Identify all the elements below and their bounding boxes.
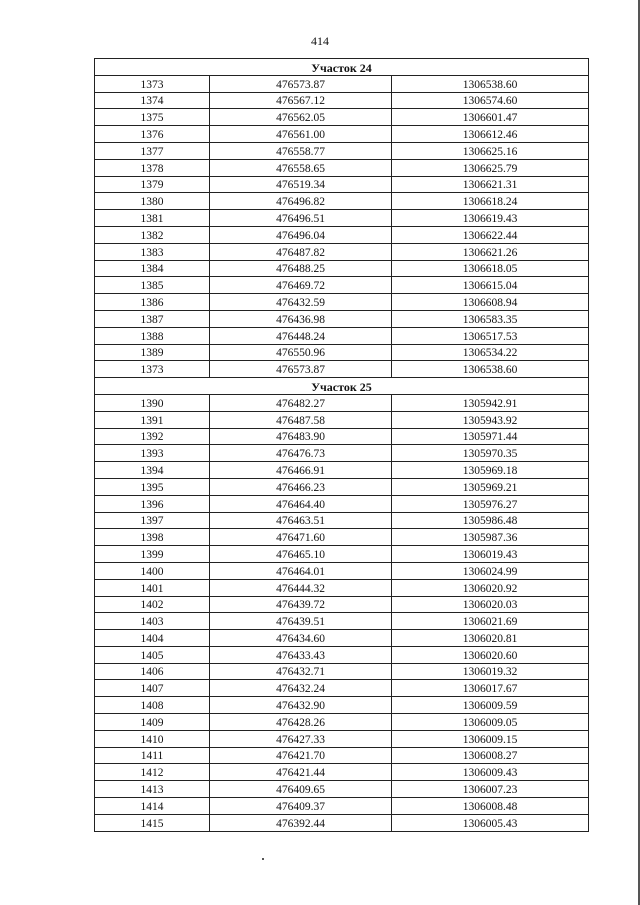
x-coordinate-cell: 476444.32 [210, 579, 392, 596]
point-number-cell: 1410 [95, 730, 210, 747]
coordinates-table-body [95, 59, 589, 832]
y-coordinate-cell: 1306621.26 [392, 243, 589, 260]
y-coordinate-cell: 1306621.31 [392, 176, 589, 193]
y-coordinate-cell: 1306009.05 [392, 714, 589, 731]
point-number-cell: 1377 [95, 142, 210, 159]
table-row [95, 798, 589, 815]
point-number-cell: 1380 [95, 193, 210, 210]
y-coordinate-cell: 1306601.47 [392, 109, 589, 126]
point-number-cell: 1383 [95, 243, 210, 260]
table-row [95, 680, 589, 697]
point-number-cell: 1379 [95, 176, 210, 193]
point-number-cell: 1393 [95, 445, 210, 462]
x-coordinate-cell: 476432.90 [210, 697, 392, 714]
y-coordinate-cell: 1306618.05 [392, 260, 589, 277]
table-row [95, 747, 589, 764]
y-coordinate-cell: 1305969.18 [392, 462, 589, 479]
table-row [95, 764, 589, 781]
x-coordinate-cell: 476482.27 [210, 394, 392, 411]
y-coordinate-cell: 1306625.16 [392, 142, 589, 159]
table-row [95, 512, 589, 529]
x-coordinate-cell: 476439.51 [210, 613, 392, 630]
x-coordinate-cell: 476567.12 [210, 92, 392, 109]
x-coordinate-cell: 476464.40 [210, 495, 392, 512]
x-coordinate-cell: 476519.34 [210, 176, 392, 193]
point-number-cell: 1389 [95, 344, 210, 361]
point-number-cell: 1414 [95, 798, 210, 815]
table-row [95, 495, 589, 512]
y-coordinate-cell: 1305976.27 [392, 495, 589, 512]
y-coordinate-cell: 1306020.92 [392, 579, 589, 596]
y-coordinate-cell: 1306619.43 [392, 210, 589, 227]
point-number-cell: 1378 [95, 159, 210, 176]
point-number-cell: 1387 [95, 310, 210, 327]
y-coordinate-cell: 1306020.60 [392, 646, 589, 663]
y-coordinate-cell: 1306534.22 [392, 344, 589, 361]
y-coordinate-cell: 1305986.48 [392, 512, 589, 529]
table-row [95, 361, 589, 378]
point-number-cell: 1385 [95, 277, 210, 294]
x-coordinate-cell: 476558.77 [210, 142, 392, 159]
point-number-cell: 1408 [95, 697, 210, 714]
y-coordinate-cell: 1306538.60 [392, 361, 589, 378]
point-number-cell: 1394 [95, 462, 210, 479]
y-coordinate-cell: 1306009.43 [392, 764, 589, 781]
section-title: Участок 25 [95, 378, 589, 395]
table-row [95, 109, 589, 126]
point-number-cell: 1376 [95, 126, 210, 143]
scan-speck [262, 858, 264, 860]
point-number-cell: 1403 [95, 613, 210, 630]
section-header-row [95, 378, 589, 395]
point-number-cell: 1399 [95, 546, 210, 563]
x-coordinate-cell: 476463.51 [210, 512, 392, 529]
x-coordinate-cell: 476421.44 [210, 764, 392, 781]
point-number-cell: 1396 [95, 495, 210, 512]
x-coordinate-cell: 476465.10 [210, 546, 392, 563]
table-row [95, 394, 589, 411]
table-row [95, 546, 589, 563]
x-coordinate-cell: 476562.05 [210, 109, 392, 126]
x-coordinate-cell: 476466.23 [210, 478, 392, 495]
y-coordinate-cell: 1305969.21 [392, 478, 589, 495]
table-row [95, 344, 589, 361]
x-coordinate-cell: 476392.44 [210, 814, 392, 831]
y-coordinate-cell: 1306024.99 [392, 562, 589, 579]
y-coordinate-cell: 1306008.27 [392, 747, 589, 764]
table-row [95, 613, 589, 630]
y-coordinate-cell: 1306005.43 [392, 814, 589, 831]
y-coordinate-cell: 1306021.69 [392, 613, 589, 630]
table-row [95, 428, 589, 445]
table-row [95, 92, 589, 109]
coordinates-table [94, 58, 589, 832]
point-number-cell: 1384 [95, 260, 210, 277]
table-row [95, 327, 589, 344]
table-row [95, 75, 589, 92]
point-number-cell: 1373 [95, 75, 210, 92]
point-number-cell: 1382 [95, 226, 210, 243]
table-row [95, 445, 589, 462]
point-number-cell: 1415 [95, 814, 210, 831]
table-row [95, 142, 589, 159]
y-coordinate-cell: 1305943.92 [392, 411, 589, 428]
x-coordinate-cell: 476436.98 [210, 310, 392, 327]
y-coordinate-cell: 1306008.48 [392, 798, 589, 815]
y-coordinate-cell: 1306574.60 [392, 92, 589, 109]
table-row [95, 226, 589, 243]
x-coordinate-cell: 476487.82 [210, 243, 392, 260]
point-number-cell: 1401 [95, 579, 210, 596]
point-number-cell: 1386 [95, 294, 210, 311]
y-coordinate-cell: 1306009.59 [392, 697, 589, 714]
table-row [95, 630, 589, 647]
point-number-cell: 1413 [95, 781, 210, 798]
x-coordinate-cell: 476432.59 [210, 294, 392, 311]
x-coordinate-cell: 476496.51 [210, 210, 392, 227]
point-number-cell: 1392 [95, 428, 210, 445]
point-number-cell: 1404 [95, 630, 210, 647]
y-coordinate-cell: 1305971.44 [392, 428, 589, 445]
point-number-cell: 1391 [95, 411, 210, 428]
table-row [95, 126, 589, 143]
point-number-cell: 1373 [95, 361, 210, 378]
x-coordinate-cell: 476409.37 [210, 798, 392, 815]
table-row [95, 193, 589, 210]
x-coordinate-cell: 476483.90 [210, 428, 392, 445]
table-row [95, 663, 589, 680]
table-row [95, 562, 589, 579]
y-coordinate-cell: 1305942.91 [392, 394, 589, 411]
page-number: 414 [311, 34, 329, 48]
x-coordinate-cell: 476573.87 [210, 75, 392, 92]
table-row [95, 714, 589, 731]
point-number-cell: 1397 [95, 512, 210, 529]
x-coordinate-cell: 476464.01 [210, 562, 392, 579]
x-coordinate-cell: 476434.60 [210, 630, 392, 647]
point-number-cell: 1409 [95, 714, 210, 731]
y-coordinate-cell: 1306608.94 [392, 294, 589, 311]
x-coordinate-cell: 476487.58 [210, 411, 392, 428]
y-coordinate-cell: 1306625.79 [392, 159, 589, 176]
table-row [95, 294, 589, 311]
x-coordinate-cell: 476433.43 [210, 646, 392, 663]
x-coordinate-cell: 476432.71 [210, 663, 392, 680]
point-number-cell: 1412 [95, 764, 210, 781]
point-number-cell: 1407 [95, 680, 210, 697]
y-coordinate-cell: 1306007.23 [392, 781, 589, 798]
table-row [95, 478, 589, 495]
y-coordinate-cell: 1306019.43 [392, 546, 589, 563]
point-number-cell: 1402 [95, 596, 210, 613]
x-coordinate-cell: 476561.00 [210, 126, 392, 143]
table-row [95, 210, 589, 227]
point-number-cell: 1400 [95, 562, 210, 579]
y-coordinate-cell: 1306583.35 [392, 310, 589, 327]
table-row [95, 529, 589, 546]
point-number-cell: 1395 [95, 478, 210, 495]
y-coordinate-cell: 1306009.15 [392, 730, 589, 747]
point-number-cell: 1398 [95, 529, 210, 546]
x-coordinate-cell: 476496.04 [210, 226, 392, 243]
table-row [95, 730, 589, 747]
y-coordinate-cell: 1306020.03 [392, 596, 589, 613]
table-row [95, 277, 589, 294]
y-coordinate-cell: 1306615.04 [392, 277, 589, 294]
point-number-cell: 1405 [95, 646, 210, 663]
point-number-cell: 1388 [95, 327, 210, 344]
x-coordinate-cell: 476488.25 [210, 260, 392, 277]
x-coordinate-cell: 476409.65 [210, 781, 392, 798]
table-row [95, 596, 589, 613]
point-number-cell: 1411 [95, 747, 210, 764]
x-coordinate-cell: 476428.26 [210, 714, 392, 731]
point-number-cell: 1374 [95, 92, 210, 109]
y-coordinate-cell: 1305970.35 [392, 445, 589, 462]
y-coordinate-cell: 1306020.81 [392, 630, 589, 647]
table-row [95, 310, 589, 327]
x-coordinate-cell: 476558.65 [210, 159, 392, 176]
x-coordinate-cell: 476469.72 [210, 277, 392, 294]
y-coordinate-cell: 1306612.46 [392, 126, 589, 143]
y-coordinate-cell: 1306017.67 [392, 680, 589, 697]
y-coordinate-cell: 1306019.32 [392, 663, 589, 680]
table-row [95, 646, 589, 663]
x-coordinate-cell: 476421.70 [210, 747, 392, 764]
point-number-cell: 1390 [95, 394, 210, 411]
x-coordinate-cell: 476448.24 [210, 327, 392, 344]
x-coordinate-cell: 476496.82 [210, 193, 392, 210]
point-number-cell: 1406 [95, 663, 210, 680]
table-row [95, 260, 589, 277]
table-row [95, 411, 589, 428]
x-coordinate-cell: 476471.60 [210, 529, 392, 546]
x-coordinate-cell: 476432.24 [210, 680, 392, 697]
table-row [95, 697, 589, 714]
table-row [95, 176, 589, 193]
x-coordinate-cell: 476476.73 [210, 445, 392, 462]
table-row [95, 243, 589, 260]
table-row [95, 814, 589, 831]
y-coordinate-cell: 1306517.53 [392, 327, 589, 344]
x-coordinate-cell: 476550.96 [210, 344, 392, 361]
x-coordinate-cell: 476439.72 [210, 596, 392, 613]
point-number-cell: 1375 [95, 109, 210, 126]
y-coordinate-cell: 1305987.36 [392, 529, 589, 546]
section-header-row [95, 59, 589, 76]
section-title: Участок 24 [95, 59, 589, 76]
y-coordinate-cell: 1306538.60 [392, 75, 589, 92]
x-coordinate-cell: 476573.87 [210, 361, 392, 378]
y-coordinate-cell: 1306622.44 [392, 226, 589, 243]
table-row [95, 579, 589, 596]
point-number-cell: 1381 [95, 210, 210, 227]
table-row [95, 159, 589, 176]
y-coordinate-cell: 1306618.24 [392, 193, 589, 210]
table-row [95, 781, 589, 798]
x-coordinate-cell: 476427.33 [210, 730, 392, 747]
table-row [95, 462, 589, 479]
x-coordinate-cell: 476466.91 [210, 462, 392, 479]
